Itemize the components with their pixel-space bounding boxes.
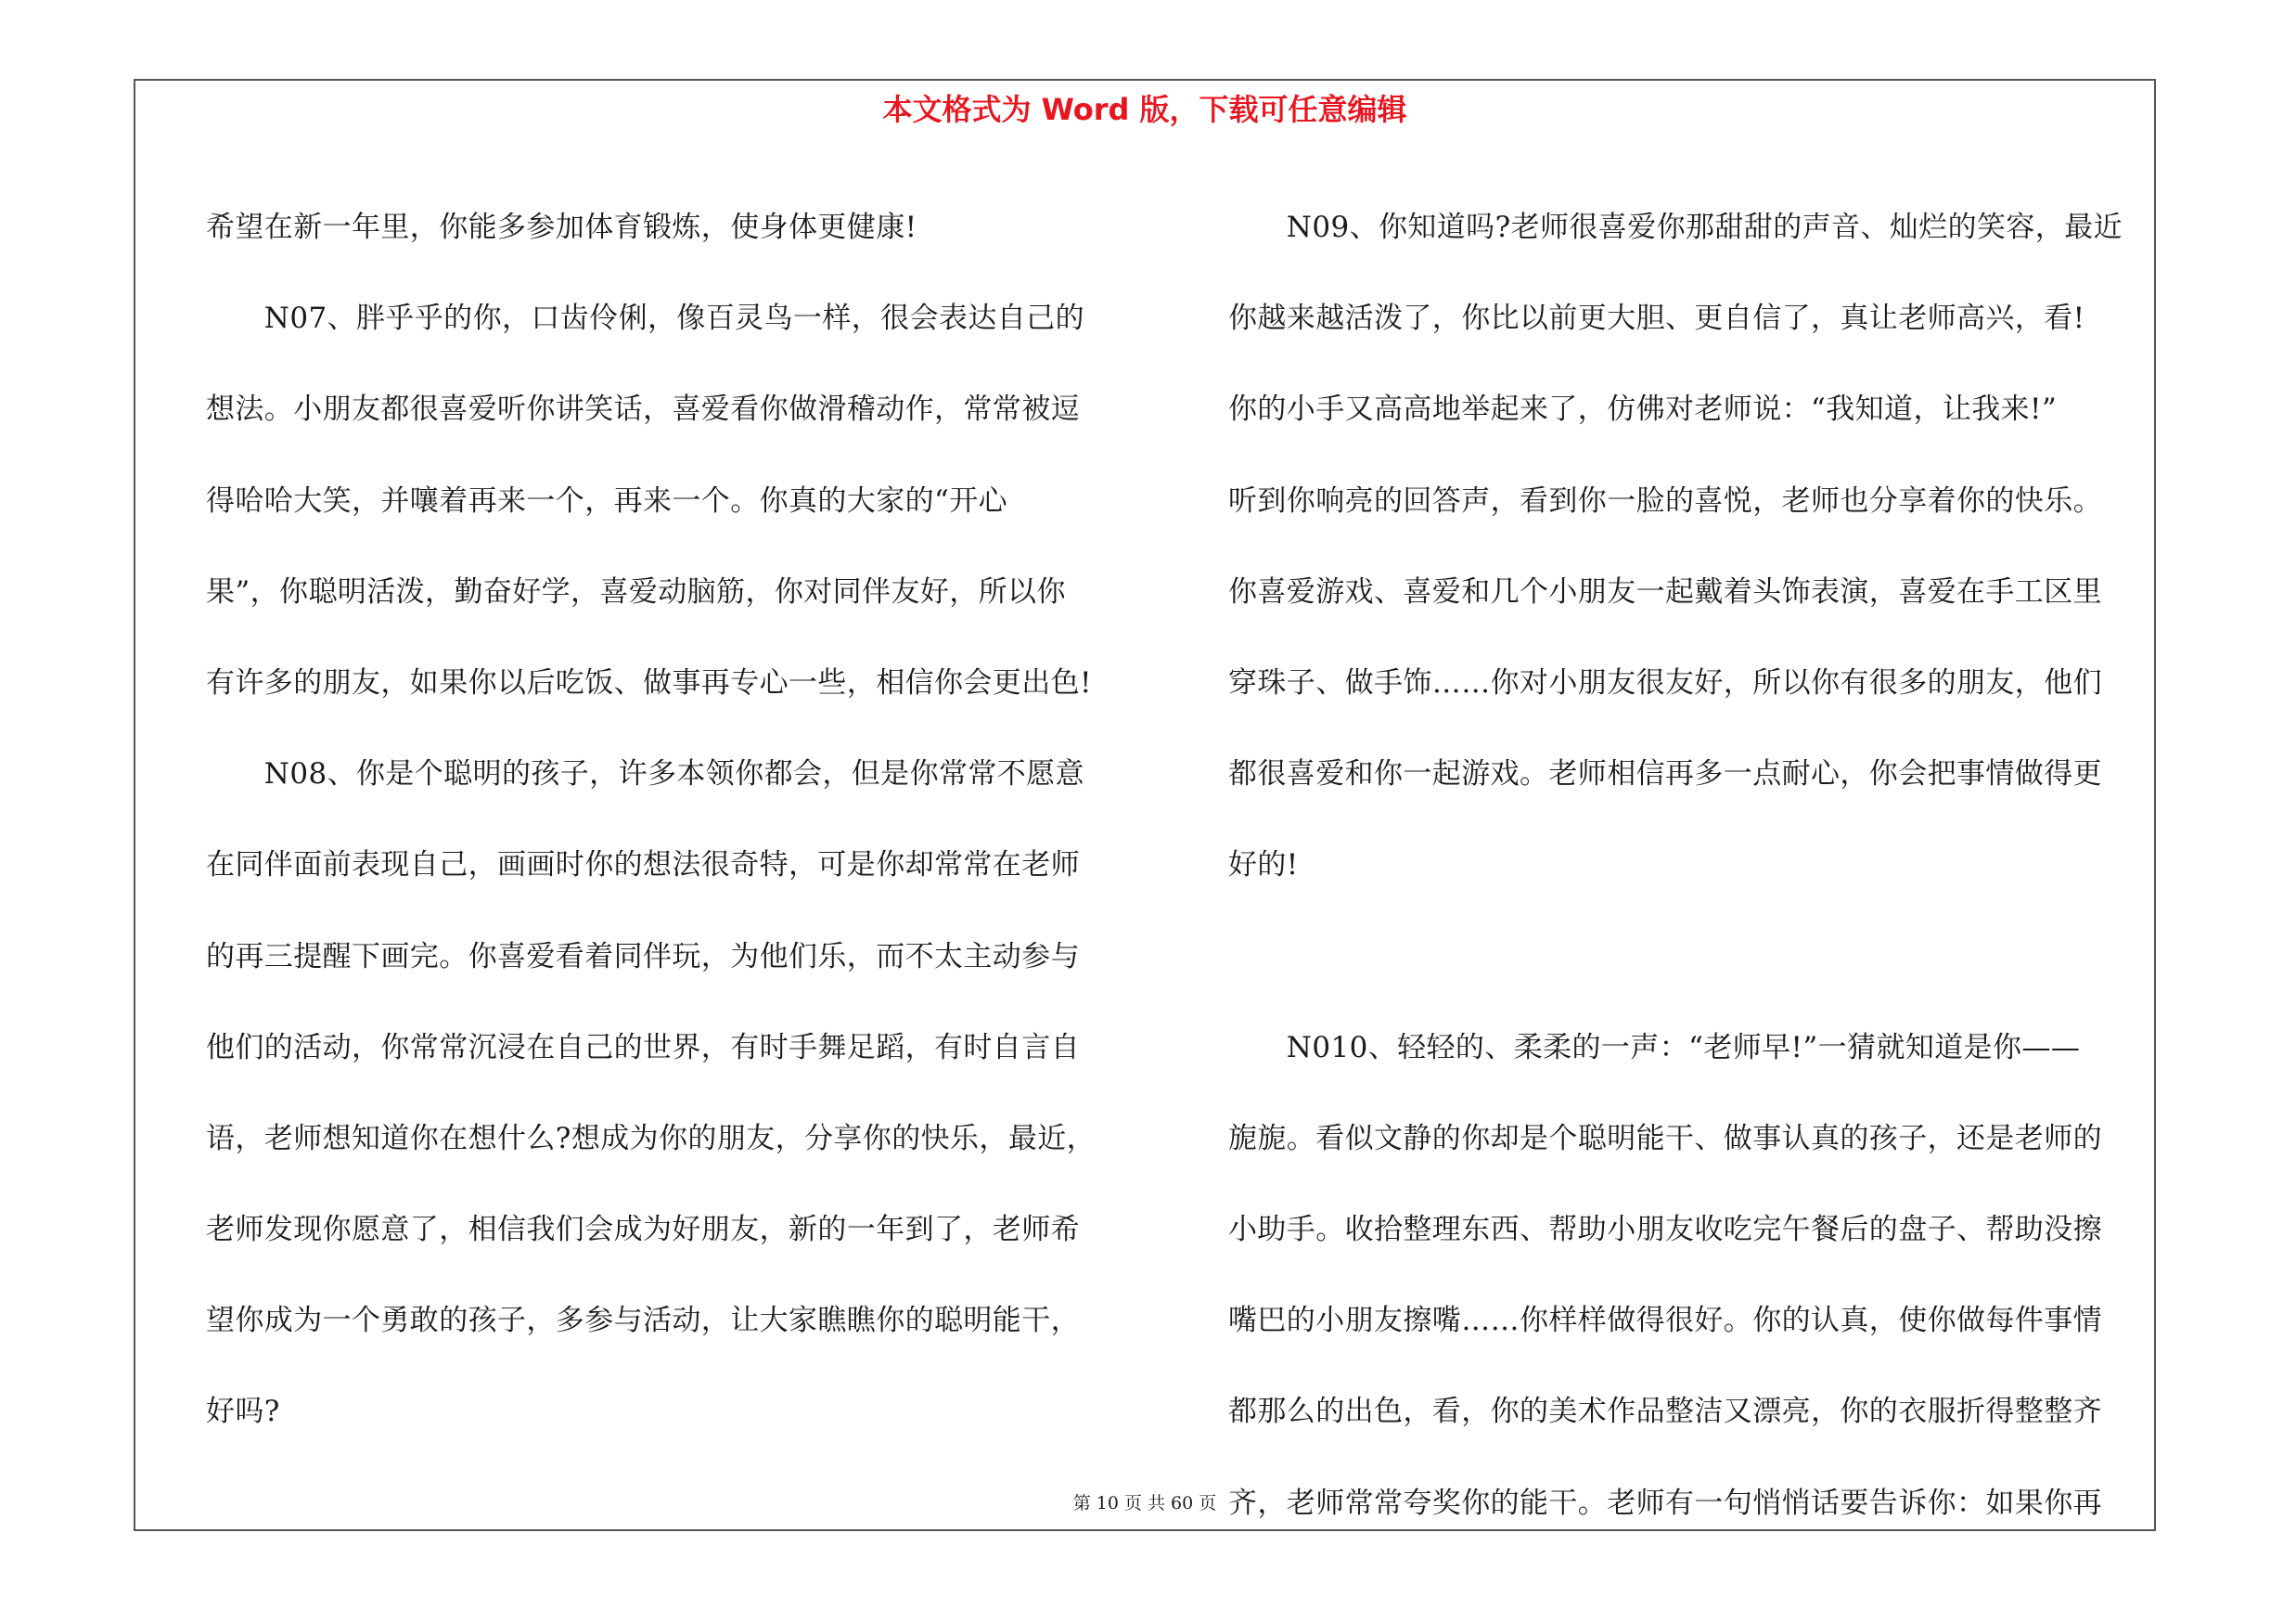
text-line: 语，老师想知道你在想什么?想成为你的朋友，分享你的快乐，最近， bbox=[206, 1121, 1097, 1155]
text-line: 他们的活动，你常常沉浸在自己的世界，有时手舞足蹈，有时自言自 bbox=[206, 1030, 1080, 1064]
text-line: 在同伴面前表现自己，画画时你的想法很奇特，可是你却常常在老师 bbox=[206, 848, 1080, 882]
left-column bbox=[206, 182, 1134, 1458]
text-line: N09、你知道吗?老师很喜爱你那甜甜的声音、灿烂的笑容，最近 bbox=[1228, 211, 2123, 244]
text-line: N010、轻轻的、柔柔的一声：“老师早!”一猜就知道是你—— bbox=[1228, 1030, 2081, 1064]
right-column bbox=[1228, 182, 2158, 1549]
format-banner: 本文格式为 Word 版，下载可任意编辑 bbox=[882, 92, 1407, 127]
text-line: 有许多的朋友，如果你以后吃饭、做事再专心一些，相信你会更出色! bbox=[206, 665, 1092, 700]
text-line: 你的小手又高高地举起来了，仿佛对老师说：“我知道，让我来!” bbox=[1228, 393, 2058, 427]
text-line: 小助手。收拾整理东西、帮助小朋友收吃完午餐后的盘子、帮助没擦 bbox=[1228, 1213, 2102, 1247]
text-line: 穿珠子、做手饰……你对小朋友很友好，所以你有很多的朋友，他们 bbox=[1228, 665, 2102, 700]
text-line: 的再三提醒下画完。你喜爱看着同伴玩，为他们乐，而不太主动参与 bbox=[206, 939, 1080, 973]
text-line: 齐，老师常常夸奖你的能干。老师有一句悄悄话要告诉你：如果你再 bbox=[1228, 1486, 2102, 1520]
text-line: N08、你是个聪明的孩子，许多本领你都会，但是你常常不愿意 bbox=[206, 757, 1084, 792]
text-line: 想法。小朋友都很喜爱听你讲笑话，喜爱看你做滑稽动作，常常被逗 bbox=[206, 393, 1080, 427]
text-line: 得哈哈大笑，并嚷着再来一个，再来一个。你真的大家的“开心 bbox=[206, 483, 1008, 518]
text-line: 好吗? bbox=[206, 1395, 280, 1429]
text-line: 果”，你聪明活泼，勤奋好学，喜爱动脑筋，你对同伴友好，所以你 bbox=[206, 574, 1066, 609]
text-line: 好的! bbox=[1228, 848, 1299, 882]
text-line: 老师发现你愿意了，相信我们会成为好朋友，新的一年到了，老师希 bbox=[206, 1213, 1080, 1247]
text-line: 望你成为一个勇敢的孩子，多参与活动，让大家瞧瞧你的聪明能干， bbox=[206, 1304, 1080, 1338]
paragraph-gap bbox=[1228, 911, 2158, 1002]
text-line: 旎旎。看似文静的你却是个聪明能干、做事认真的孩子，还是老师的 bbox=[1228, 1121, 2102, 1155]
text-line: N07、胖乎乎的你，口齿伶俐，像百灵鸟一样，很会表达自己的 bbox=[206, 302, 1084, 336]
page-number: 第 10 页 共 60 页 bbox=[1072, 1493, 1217, 1514]
text-line: 嘴巴的小朋友擦嘴……你样样做得很好。你的认真，使你做每件事情 bbox=[1228, 1304, 2102, 1338]
text-line: 都那么的出色，看，你的美术作品整洁又漂亮，你的衣服折得整整齐 bbox=[1228, 1395, 2102, 1429]
text-line: 都很喜爱和你一起游戏。老师相信再多一点耐心，你会把事情做得更 bbox=[1228, 757, 2102, 792]
text-line: 你越来越活泼了，你比以前更大胆、更自信了，真让老师高兴，看! bbox=[1228, 302, 2085, 336]
text-line: 听到你响亮的回答声，看到你一脸的喜悦，老师也分享着你的快乐。 bbox=[1228, 483, 2102, 518]
text-line: 希望在新一年里，你能多参加体育锻炼，使身体更健康! bbox=[206, 211, 917, 244]
text-line: 你喜爱游戏、喜爱和几个小朋友一起戴着头饰表演，喜爱在手工区里 bbox=[1228, 574, 2102, 609]
